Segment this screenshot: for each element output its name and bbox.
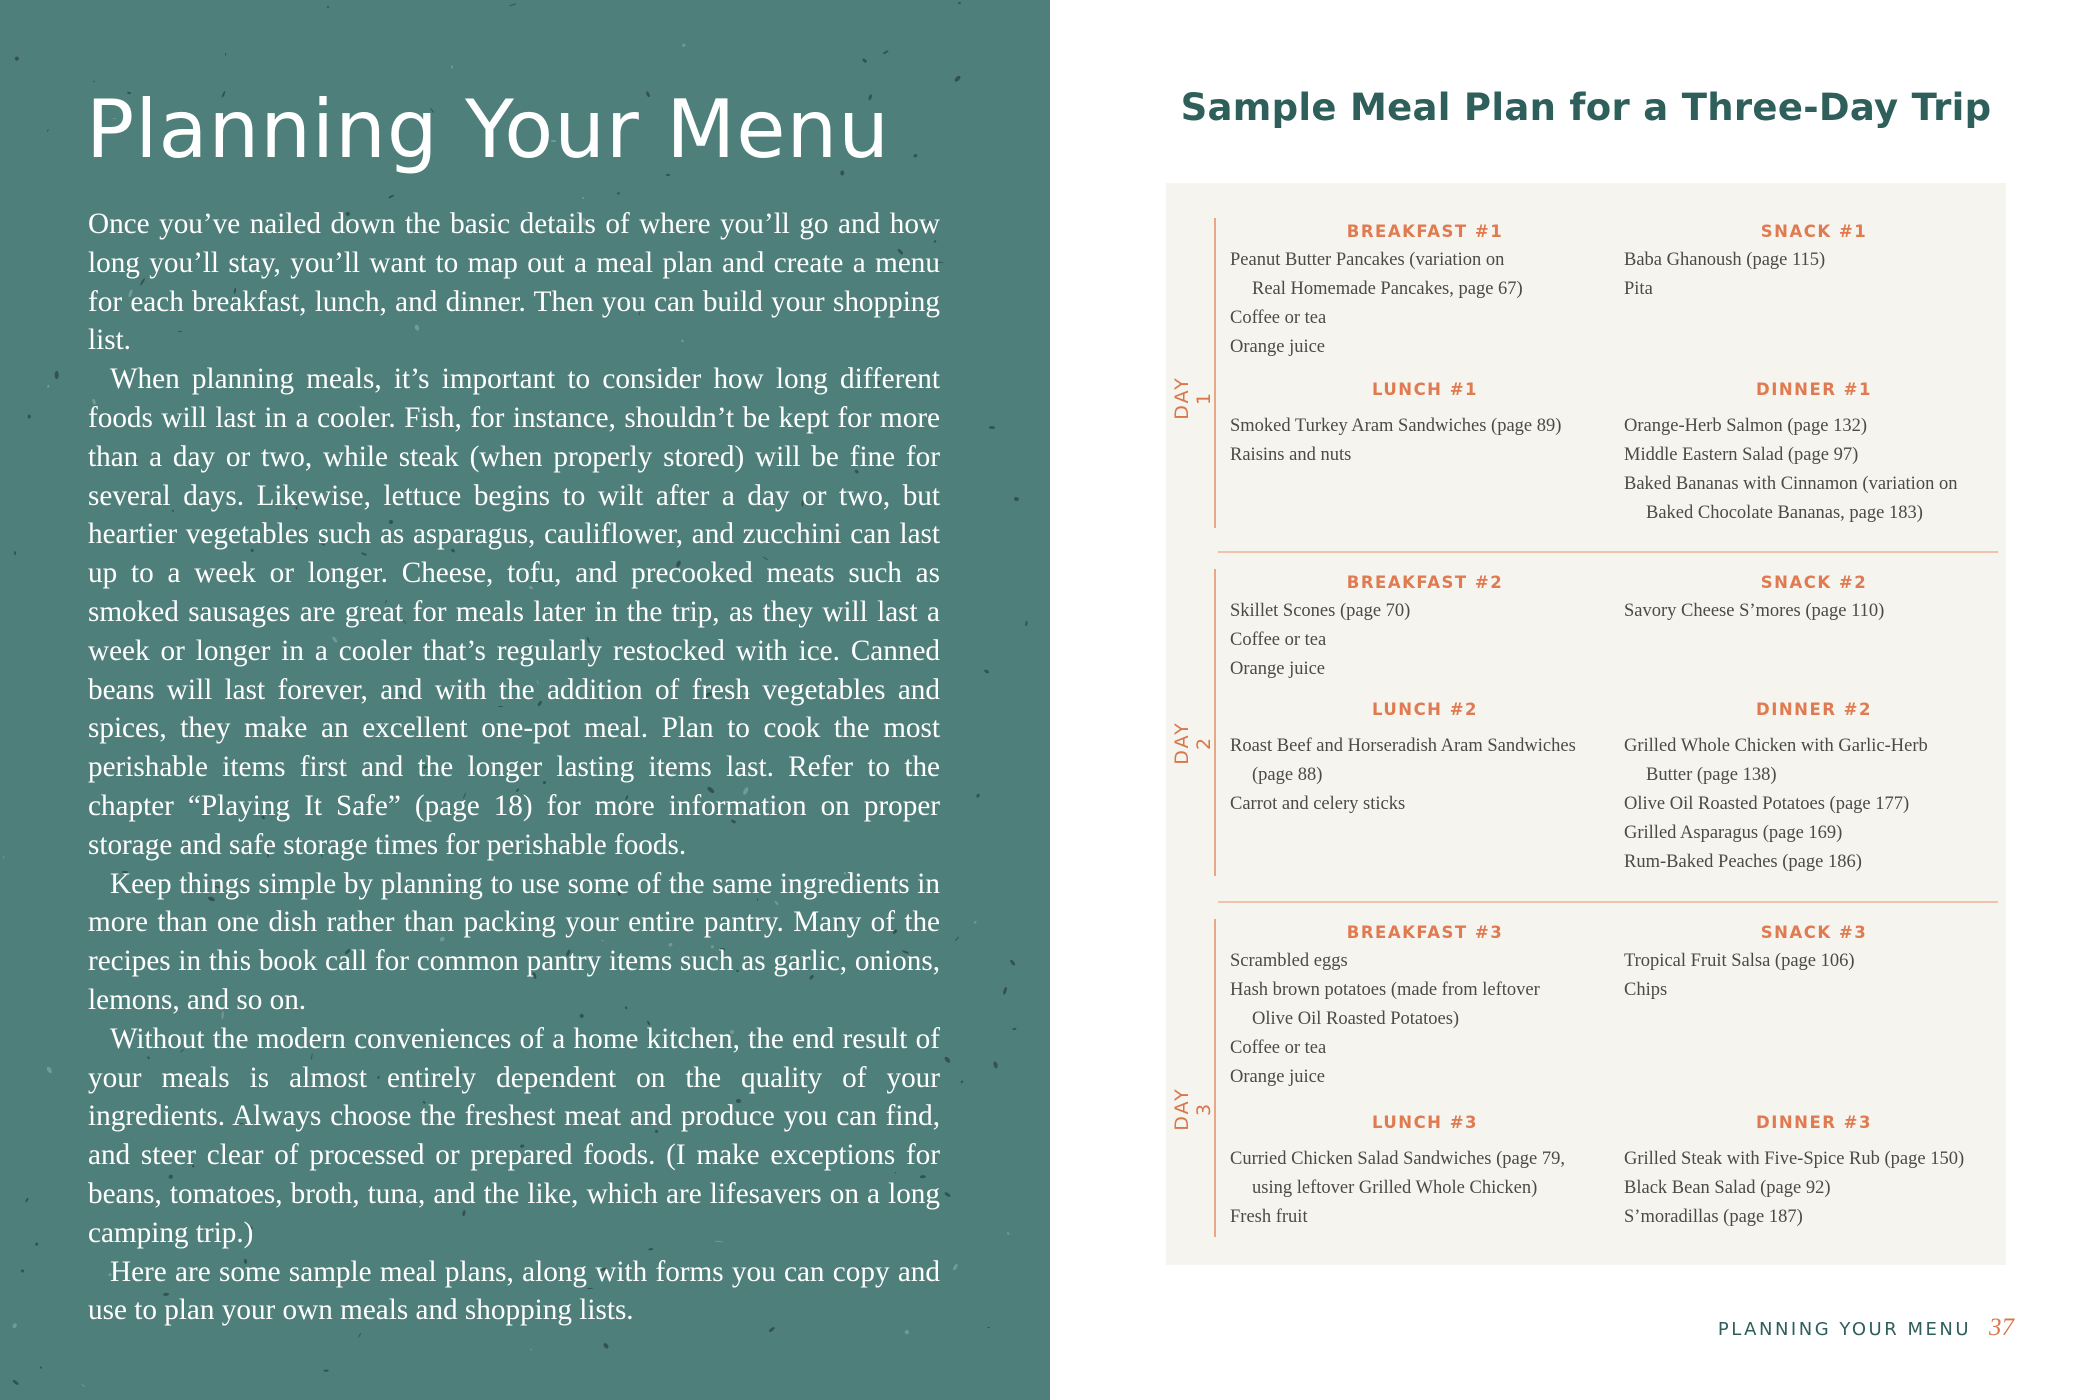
meal-heading: DINNER #1 — [1756, 380, 1872, 399]
paper-speck — [603, 1343, 610, 1350]
day-block — [1166, 218, 2006, 528]
paper-speck — [952, 1263, 958, 1270]
meal-lunch — [1230, 1109, 1620, 1232]
paper-speck — [46, 384, 49, 387]
paper-speck — [41, 1366, 43, 1369]
meal-items — [1624, 246, 2004, 304]
meal-lunch — [1230, 376, 1620, 470]
meal-item — [1230, 412, 1620, 441]
day-label: DAY 3 — [1171, 1087, 1215, 1131]
meal-item-continuation: Baked Chocolate Bananas, page 183) — [1646, 503, 1923, 523]
paragraph: Without the modern conveniences of a home kitchen, the end result of your meals is almost entirely dependent on the quality of your ingredients. Always choose the freshest meat and produce you can find, and steer clear of processed or prepared foods. (I make exceptions for beans, tomatoes, broth, tuna, and the like, which are lifesavers on a long camping trip.) — [88, 1022, 940, 1249]
meal-item-text: Peanut Butter Pancakes (variation on — [1230, 250, 1505, 270]
meal-heading: DINNER #3 — [1756, 1113, 1872, 1132]
meal-heading: SNACK #3 — [1760, 923, 1868, 942]
paper-speck — [327, 6, 329, 8]
paper-speck — [1025, 621, 1028, 626]
meal-items — [1230, 246, 1620, 362]
meal-plan-panel — [1166, 183, 2006, 1265]
day-label: DAY 1 — [1171, 376, 1215, 420]
paragraph: Here are some sample meal plans, along with forms you can copy and use to plan your own meals and shopping lists. — [88, 1255, 940, 1327]
paper-speck — [12, 1379, 20, 1386]
paper-speck — [986, 1327, 989, 1329]
meal-item — [1624, 1174, 2004, 1203]
paper-speck — [976, 793, 980, 798]
meal-item — [1624, 947, 2004, 976]
meal-lunch — [1230, 696, 1620, 819]
meal-heading: BREAKFAST #3 — [1346, 923, 1504, 942]
day-block — [1166, 919, 2006, 1237]
meal-item-text: Coffee or tea — [1230, 308, 1327, 328]
meal-breakfast — [1230, 218, 1620, 362]
meal-item-text: Smoked Turkey Aram Sandwiches (page 89) — [1230, 416, 1562, 436]
meal-items — [1230, 412, 1620, 470]
paper-speck — [974, 920, 977, 923]
meal-item-text: Raisins and nuts — [1230, 445, 1352, 465]
meal-breakfast — [1230, 919, 1620, 1092]
meal-item — [1624, 246, 2004, 275]
meal-items — [1624, 732, 2004, 877]
meal-item — [1624, 976, 2004, 1005]
meal-item-continuation: Olive Oil Roasted Potatoes) — [1252, 1009, 1460, 1029]
body-text — [88, 205, 940, 1330]
day-separator — [1218, 901, 1998, 903]
paper-speck — [581, 196, 584, 199]
meal-item — [1624, 1145, 2004, 1174]
paper-speck — [861, 58, 867, 64]
meal-item — [1230, 947, 1620, 976]
meal-item-text: Tropical Fruit Salsa (page 106) — [1624, 951, 1855, 971]
meal-item-text: Baba Ghanoush (page 115) — [1624, 250, 1826, 270]
meal-item-text: Chips — [1624, 980, 1668, 1000]
meal-item-continuation: using leftover Grilled Whole Chicken) — [1252, 1178, 1538, 1198]
paper-speck — [13, 551, 16, 555]
meal-item-text: Black Bean Salad (page 92) — [1624, 1178, 1831, 1198]
meal-item — [1624, 790, 2004, 819]
meal-snack — [1624, 218, 2004, 304]
meal-item-text: Fresh fruit — [1230, 1207, 1308, 1227]
paper-speck — [14, 56, 19, 61]
meal-item-text: Orange-Herb Salmon (page 132) — [1624, 416, 1867, 436]
paper-speck — [961, 1080, 964, 1083]
meal-item-text: Middle Eastern Salad (page 97) — [1624, 445, 1859, 465]
paragraph: When planning meals, it’s important to consider how long different foods will last in a cooler. Fish, for instance, shouldn’t be kept for more than a day or two, while steak (when properly stored) will be fine for several days. Likewise, lettuce begins to wilt after a day or two, but heartier vegetables such as asparagus, cauliflower, and zucchini can last up to a week or longer. Cheese, tofu, and precooked meats such as smoked sausages are great for meals later in the trip, as they will last a week or longer in a cooler that’s regularly restocked with ice. Canned beans will last forever, and with the addition of fresh vegetables and spices, they make an excellent one-pot meal. Plan to cook the most perishable items first and the longer lasting items last. Refer to the chapter “Playing It Safe” (page 18) for more information on proper storage and safe storage times for perishable foods. — [88, 363, 940, 861]
meal-item-text: Hash brown potatoes (made from leftover — [1230, 980, 1540, 1000]
meal-heading: LUNCH #1 — [1371, 380, 1479, 399]
meal-heading: BREAKFAST #2 — [1346, 573, 1504, 592]
paper-speck — [1002, 986, 1008, 994]
meal-item-text: Coffee or tea — [1230, 1038, 1327, 1058]
meal-item — [1624, 597, 2004, 626]
meal-item-text: Curried Chicken Salad Sandwiches (page 79, — [1230, 1149, 1565, 1169]
day-block — [1166, 569, 2006, 876]
paper-speck — [324, 1370, 329, 1372]
meal-item-text: S’moradillas (page 187) — [1624, 1207, 1803, 1227]
paper-speck — [681, 43, 685, 46]
day-label: DAY 2 — [1171, 721, 1215, 765]
meal-item — [1230, 790, 1620, 819]
meal-item — [1230, 1145, 1620, 1203]
running-footer — [1600, 1314, 2014, 1342]
paper-speck — [35, 1242, 39, 1246]
meal-heading: BREAKFAST #1 — [1346, 222, 1504, 241]
paper-speck — [944, 1191, 951, 1197]
day-separator — [1218, 551, 1998, 553]
meal-item — [1230, 246, 1620, 304]
meal-item — [1624, 412, 2004, 441]
meal-item-text: Skillet Scones (page 70) — [1230, 601, 1411, 621]
meal-item-text: Orange juice — [1230, 1067, 1326, 1087]
meal-item — [1230, 304, 1620, 333]
paper-speck — [47, 129, 49, 133]
meal-item — [1230, 976, 1620, 1034]
paper-speck — [957, 1, 960, 4]
meal-item — [1624, 1203, 2004, 1232]
meal-item-text: Scrambled eggs — [1230, 951, 1348, 971]
paragraph: Once you’ve nailed down the basic details of where you’ll go and how long you’ll stay, you’ll want to map out a meal plan and create a menu for each breakfast, lunch, and dinner. Then you can build your shopping list. — [88, 208, 940, 357]
meal-item — [1624, 470, 2004, 528]
meal-item-text: Pita — [1624, 279, 1653, 299]
meal-item-text: Grilled Whole Chicken with Garlic-Herb — [1624, 736, 1928, 756]
meal-dinner — [1624, 1109, 2004, 1232]
paper-speck — [955, 936, 960, 941]
paper-speck — [358, 1333, 361, 1338]
meal-heading: SNACK #2 — [1760, 573, 1868, 592]
paper-speck — [55, 371, 59, 379]
meal-item — [1230, 1034, 1620, 1063]
meal-item — [1624, 441, 2004, 470]
paper-speck — [989, 426, 995, 429]
meal-item — [1230, 655, 1620, 684]
meal-item — [1230, 441, 1620, 470]
meal-items — [1624, 1145, 2004, 1232]
meal-item-text: Olive Oil Roasted Potatoes (page 177) — [1624, 794, 1910, 814]
meal-items — [1230, 597, 1620, 684]
meal-dinner — [1624, 376, 2004, 528]
meal-item-text: Orange juice — [1230, 659, 1326, 679]
meal-item-text: Coffee or tea — [1230, 630, 1327, 650]
paper-speck — [944, 1056, 952, 1064]
meal-items — [1230, 1145, 1620, 1232]
meal-item-continuation: Real Homemade Pancakes, page 67) — [1252, 279, 1523, 299]
meal-item-text: Grilled Steak with Five-Spice Rub (page 150) — [1624, 1149, 1965, 1169]
meal-item-continuation: Butter (page 138) — [1646, 765, 1777, 785]
meal-item — [1230, 1063, 1620, 1092]
paper-speck — [225, 53, 227, 56]
meal-items — [1624, 597, 2004, 626]
meal-item-continuation: (page 88) — [1252, 765, 1323, 785]
meal-items — [1230, 732, 1620, 819]
paper-speck — [450, 65, 453, 69]
meal-heading: LUNCH #2 — [1371, 700, 1479, 719]
meal-item-text: Rum-Baked Peaches (page 186) — [1624, 852, 1862, 872]
meal-item-text: Baked Bananas with Cinnamon (variation on — [1624, 474, 1958, 494]
meal-item — [1624, 819, 2004, 848]
page-number: 37 — [1989, 1314, 2014, 1341]
meal-item-text: Carrot and celery sticks — [1230, 794, 1406, 814]
meal-item — [1230, 626, 1620, 655]
paper-speck — [993, 1061, 999, 1069]
paper-speck — [1006, 1232, 1010, 1236]
paper-speck — [983, 669, 989, 675]
meal-item-text: Grilled Asparagus (page 169) — [1624, 823, 1843, 843]
paper-speck — [388, 194, 394, 198]
paper-speck — [616, 191, 619, 194]
paper-speck — [509, 3, 516, 6]
paragraph: Keep things simple by planning to use some of the same ingredients in more than one dish rather than packing your entire pantry. Many of the recipes in this book call for common pantry items such as garlic, onions, lemons, and so on. — [88, 867, 940, 1016]
meal-item — [1624, 732, 2004, 790]
meal-breakfast — [1230, 569, 1620, 684]
paper-speck — [530, 1349, 533, 1351]
meal-item-text: Roast Beef and Horseradish Aram Sandwiches — [1230, 736, 1576, 756]
meal-item — [1230, 1203, 1620, 1232]
meal-heading: LUNCH #3 — [1371, 1113, 1479, 1132]
meal-items — [1230, 947, 1620, 1092]
meal-item — [1624, 848, 2004, 877]
paper-speck — [20, 1268, 24, 1272]
meal-plan-title: Sample Meal Plan for a Three-Day Trip — [1180, 86, 1992, 129]
paper-speck — [2, 856, 5, 859]
paper-speck — [81, 1383, 85, 1387]
paper-speck — [11, 1323, 17, 1329]
meal-item — [1230, 597, 1620, 626]
meal-snack — [1624, 919, 2004, 1005]
paper-speck — [1014, 497, 1020, 502]
meal-item — [1230, 732, 1620, 790]
meal-items — [1624, 947, 2004, 1005]
meal-item — [1230, 333, 1620, 362]
meal-item — [1624, 275, 2004, 304]
day-rule — [1214, 919, 1216, 1237]
meal-heading: SNACK #1 — [1760, 222, 1868, 241]
paper-speck — [1012, 1027, 1017, 1030]
meal-snack — [1624, 569, 2004, 626]
paper-speck — [883, 50, 889, 55]
meal-item-text: Orange juice — [1230, 337, 1326, 357]
meal-items — [1624, 412, 2004, 528]
page-title: Planning Your Menu — [86, 83, 890, 176]
footer-label: PLANNING YOUR MENU — [1717, 1319, 1971, 1340]
meal-item-text: Savory Cheese S’mores (page 110) — [1624, 601, 1885, 621]
meal-dinner — [1624, 696, 2004, 877]
paper-speck — [27, 415, 31, 420]
paper-speck — [46, 1066, 53, 1074]
paper-speck — [24, 1198, 29, 1204]
paper-speck — [1009, 959, 1016, 966]
meal-heading: DINNER #2 — [1756, 700, 1872, 719]
